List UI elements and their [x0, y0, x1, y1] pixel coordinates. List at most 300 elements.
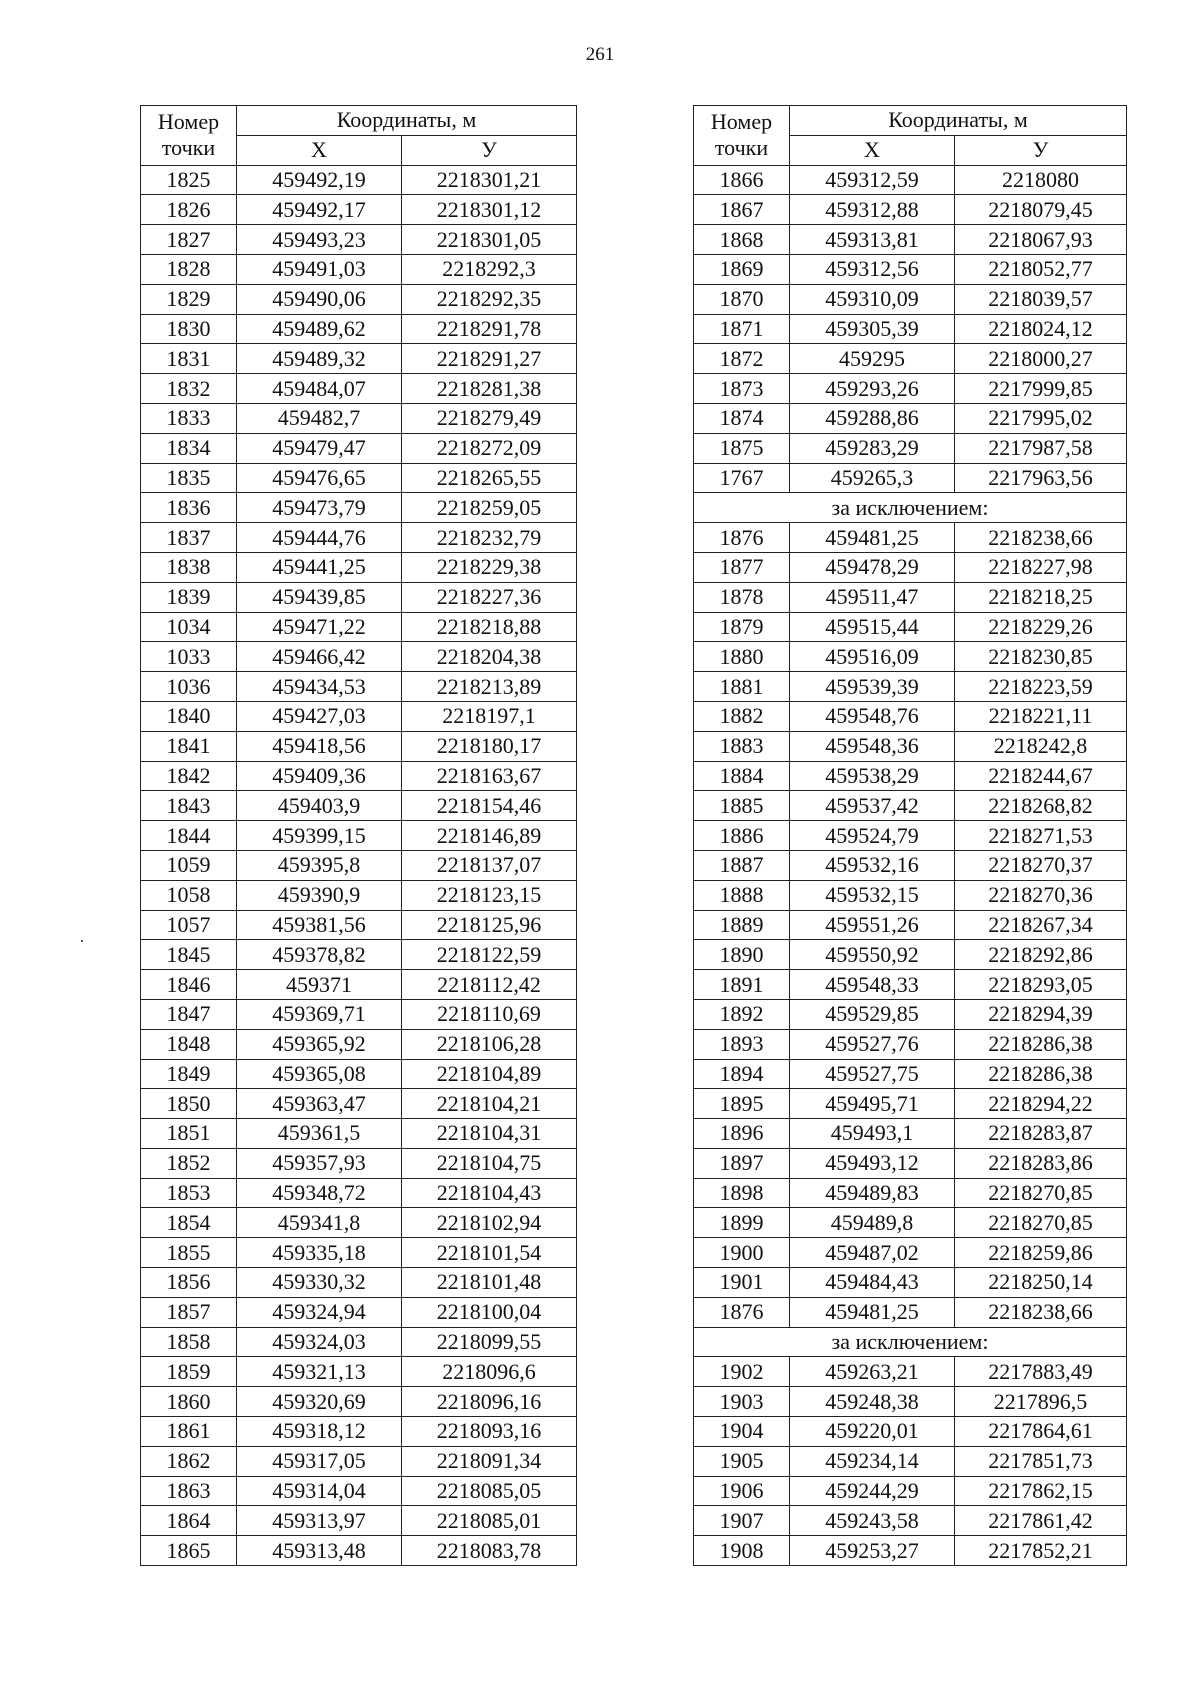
y-coordinate-cell: 2218079,45 [955, 195, 1127, 225]
table-row [694, 1476, 1127, 1506]
table-row [694, 1238, 1127, 1268]
x-coordinate-cell: 459427,03 [237, 701, 402, 731]
point-number-cell: 1896 [694, 1119, 790, 1149]
y-coordinate-cell: 2218292,35 [402, 284, 577, 314]
point-number-header [694, 106, 790, 166]
table-row [694, 1089, 1127, 1119]
x-coordinate-cell: 459493,23 [237, 225, 402, 255]
x-coordinate-cell: 459295 [790, 344, 955, 374]
coordinates-header: Координаты, м [790, 106, 1127, 136]
point-number-cell: 1879 [694, 612, 790, 642]
table-row [694, 672, 1127, 702]
point-number-cell: 1841 [141, 731, 237, 761]
table-row [141, 582, 577, 612]
table-row [141, 1357, 577, 1387]
table-row [694, 999, 1127, 1029]
table-row [694, 761, 1127, 791]
point-number-cell: 1830 [141, 314, 237, 344]
y-coordinate-cell: 2218292,3 [402, 254, 577, 284]
table-row [141, 1387, 577, 1417]
y-coordinate-cell: 2218083,78 [402, 1536, 577, 1566]
y-coordinate-cell: 2218270,37 [955, 850, 1127, 880]
table-row [141, 403, 577, 433]
point-number-cell: 1835 [141, 463, 237, 493]
table-row [694, 225, 1127, 255]
table-row [141, 1119, 577, 1149]
point-number-cell: 1860 [141, 1387, 237, 1417]
x-coordinate-cell: 459310,09 [790, 284, 955, 314]
x-coordinate-cell: 459365,92 [237, 1029, 402, 1059]
point-number-cell: 1852 [141, 1148, 237, 1178]
y-coordinate-cell: 2217861,42 [955, 1506, 1127, 1536]
coordinates-table-left-body [141, 165, 577, 1565]
point-number-cell: 1059 [141, 850, 237, 880]
point-number-cell: 1870 [694, 284, 790, 314]
point-number-cell: 1904 [694, 1417, 790, 1447]
point-number-cell: 1885 [694, 791, 790, 821]
x-coordinate-cell: 459516,09 [790, 642, 955, 672]
point-number-cell: 1886 [694, 821, 790, 851]
point-number-cell: 1868 [694, 225, 790, 255]
table-row [694, 165, 1127, 195]
x-coordinate-cell: 459439,85 [237, 582, 402, 612]
y-coordinate-cell: 2218279,49 [402, 403, 577, 433]
point-number-cell: 1034 [141, 612, 237, 642]
y-coordinate-cell: 2218267,34 [955, 910, 1127, 940]
x-coordinate-cell: 459312,59 [790, 165, 955, 195]
table-row [141, 1029, 577, 1059]
y-coordinate-cell: 2218271,53 [955, 821, 1127, 851]
table-row [694, 284, 1127, 314]
y-coordinate-cell: 2218100,04 [402, 1297, 577, 1327]
x-coordinate-cell: 459495,71 [790, 1089, 955, 1119]
y-coordinate-cell: 2218291,27 [402, 344, 577, 374]
x-coordinate-cell: 459293,26 [790, 374, 955, 404]
y-coordinate-cell: 2218227,36 [402, 582, 577, 612]
x-coordinate-cell: 459399,15 [237, 821, 402, 851]
x-coordinate-cell: 459539,39 [790, 672, 955, 702]
y-coordinate-cell: 2218242,8 [955, 731, 1127, 761]
point-number-cell: 1845 [141, 940, 237, 970]
table-row [141, 433, 577, 463]
y-coordinate-cell: 2218218,25 [955, 582, 1127, 612]
x-coordinate-cell: 459390,9 [237, 880, 402, 910]
table-row [141, 999, 577, 1029]
table-row [694, 1059, 1127, 1089]
x-coordinate-cell: 459335,18 [237, 1238, 402, 1268]
point-number-cell: 1898 [694, 1178, 790, 1208]
point-number-cell: 1825 [141, 165, 237, 195]
table-row [141, 701, 577, 731]
y-coordinate-cell: 2218244,67 [955, 761, 1127, 791]
y-coordinate-cell: 2217896,5 [955, 1387, 1127, 1417]
y-coordinate-cell: 2217852,21 [955, 1536, 1127, 1566]
table-row [694, 850, 1127, 880]
point-number-cell: 1874 [694, 403, 790, 433]
y-coordinate-cell: 2218104,75 [402, 1148, 577, 1178]
point-number-cell: 1905 [694, 1446, 790, 1476]
point-number-cell: 1828 [141, 254, 237, 284]
table-row [694, 791, 1127, 821]
y-coordinate-cell: 2218270,85 [955, 1178, 1127, 1208]
y-coordinate-cell: 2218301,21 [402, 165, 577, 195]
x-coordinate-cell: 459244,29 [790, 1476, 955, 1506]
y-coordinate-cell: 2217851,73 [955, 1446, 1127, 1476]
y-coordinate-cell: 2218039,57 [955, 284, 1127, 314]
table-row [694, 1506, 1127, 1536]
y-coordinate-cell: 2218268,82 [955, 791, 1127, 821]
table-row [694, 254, 1127, 284]
table-row [141, 1178, 577, 1208]
x-coordinate-cell: 459473,79 [237, 493, 402, 523]
point-number-cell: 1865 [141, 1536, 237, 1566]
coordinates-table-right-body [694, 165, 1127, 1565]
x-coordinate-cell: 459253,27 [790, 1536, 955, 1566]
point-number-cell: 1878 [694, 582, 790, 612]
x-coordinate-cell: 459479,47 [237, 433, 402, 463]
x-coordinate-cell: 459548,36 [790, 731, 955, 761]
x-coordinate-cell: 459403,9 [237, 791, 402, 821]
table-row [694, 344, 1127, 374]
table-row [141, 1506, 577, 1536]
x-coordinate-cell: 459471,22 [237, 612, 402, 642]
y-coordinate-cell: 2218294,22 [955, 1089, 1127, 1119]
y-coordinate-cell: 2218232,79 [402, 523, 577, 553]
table-row [694, 731, 1127, 761]
y-coordinate-cell: 2218104,21 [402, 1089, 577, 1119]
table-row [141, 612, 577, 642]
table-row [141, 642, 577, 672]
x-coordinate-cell: 459341,8 [237, 1208, 402, 1238]
point-number-cell: 1866 [694, 165, 790, 195]
x-coordinate-cell: 459313,81 [790, 225, 955, 255]
x-coordinate-cell: 459466,42 [237, 642, 402, 672]
point-number-cell: 1893 [694, 1029, 790, 1059]
x-coordinate-cell: 459515,44 [790, 612, 955, 642]
point-number-cell: 1900 [694, 1238, 790, 1268]
table-row [694, 582, 1127, 612]
x-header: X [237, 135, 402, 165]
x-coordinate-cell: 459527,76 [790, 1029, 955, 1059]
table-row [141, 761, 577, 791]
point-number-cell: 1851 [141, 1119, 237, 1149]
y-coordinate-cell: 2218101,48 [402, 1268, 577, 1298]
table-row [694, 1357, 1127, 1387]
point-number-cell: 1826 [141, 195, 237, 225]
y-coordinate-cell: 2218229,38 [402, 552, 577, 582]
y-coordinate-cell: 2217883,49 [955, 1357, 1127, 1387]
coordinates-table-left [140, 105, 577, 1566]
point-number-cell: 1871 [694, 314, 790, 344]
table-row [694, 910, 1127, 940]
y-coordinate-cell: 2218230,85 [955, 642, 1127, 672]
table-row [694, 1387, 1127, 1417]
point-number-cell: 1873 [694, 374, 790, 404]
y-coordinate-cell: 2218259,05 [402, 493, 577, 523]
table-row [141, 672, 577, 702]
table-row [141, 791, 577, 821]
y-coordinate-cell: 2218104,43 [402, 1178, 577, 1208]
y-coordinate-cell: 2218085,01 [402, 1506, 577, 1536]
point-number-cell: 1901 [694, 1268, 790, 1298]
x-coordinate-cell: 459363,47 [237, 1089, 402, 1119]
table-row [694, 1297, 1127, 1327]
x-coordinate-cell: 459532,15 [790, 880, 955, 910]
x-coordinate-cell: 459409,36 [237, 761, 402, 791]
table-row [694, 880, 1127, 910]
y-coordinate-cell: 2218218,88 [402, 612, 577, 642]
table-row [141, 940, 577, 970]
table-row [694, 403, 1127, 433]
x-coordinate-cell: 459312,56 [790, 254, 955, 284]
y-coordinate-cell: 2218093,16 [402, 1417, 577, 1447]
table-row [141, 523, 577, 553]
x-coordinate-cell: 459321,13 [237, 1357, 402, 1387]
point-number-cell: 1843 [141, 791, 237, 821]
point-number-cell: 1907 [694, 1506, 790, 1536]
point-number-header-label: Номер точки [157, 108, 220, 161]
y-coordinate-cell: 2218096,16 [402, 1387, 577, 1417]
y-coordinate-cell: 2218227,98 [955, 552, 1127, 582]
x-coordinate-cell: 459248,38 [790, 1387, 955, 1417]
point-number-header-label: Номер точки [710, 108, 773, 161]
table-row [141, 254, 577, 284]
x-coordinate-cell: 459313,97 [237, 1506, 402, 1536]
x-coordinate-cell: 459220,01 [790, 1417, 955, 1447]
y-coordinate-cell: 2218123,15 [402, 880, 577, 910]
y-coordinate-cell: 2218154,46 [402, 791, 577, 821]
table-row [141, 1327, 577, 1357]
table-row [694, 552, 1127, 582]
x-coordinate-cell: 459357,93 [237, 1148, 402, 1178]
x-coordinate-cell: 459492,19 [237, 165, 402, 195]
x-coordinate-cell: 459489,32 [237, 344, 402, 374]
y-coordinate-cell: 2218229,26 [955, 612, 1127, 642]
y-coordinate-cell: 2218067,93 [955, 225, 1127, 255]
table-row [141, 1536, 577, 1566]
x-coordinate-cell: 459550,92 [790, 940, 955, 970]
point-number-cell: 1880 [694, 642, 790, 672]
y-header: У [402, 135, 577, 165]
y-coordinate-cell: 2218223,59 [955, 672, 1127, 702]
y-coordinate-cell: 2218110,69 [402, 999, 577, 1029]
y-coordinate-cell: 2218281,38 [402, 374, 577, 404]
point-number-cell: 1839 [141, 582, 237, 612]
table-row [694, 374, 1127, 404]
y-coordinate-cell: 2218301,12 [402, 195, 577, 225]
y-coordinate-cell: 2218052,77 [955, 254, 1127, 284]
x-coordinate-cell: 459313,48 [237, 1536, 402, 1566]
x-coordinate-cell: 459476,65 [237, 463, 402, 493]
y-coordinate-cell: 2218213,89 [402, 672, 577, 702]
exclusion-row [694, 493, 1127, 523]
y-coordinate-cell: 2218301,05 [402, 225, 577, 255]
table-row [141, 314, 577, 344]
x-coordinate-cell: 459361,5 [237, 1119, 402, 1149]
point-number-cell: 1831 [141, 344, 237, 374]
x-coordinate-cell: 459444,76 [237, 523, 402, 553]
point-number-cell: 1033 [141, 642, 237, 672]
point-number-cell: 1902 [694, 1357, 790, 1387]
point-number-cell: 1882 [694, 701, 790, 731]
table-row [141, 165, 577, 195]
table-row [694, 1208, 1127, 1238]
y-coordinate-cell: 2218024,12 [955, 314, 1127, 344]
x-coordinate-cell: 459243,58 [790, 1506, 955, 1536]
point-number-cell: 1903 [694, 1387, 790, 1417]
table-row [694, 642, 1127, 672]
point-number-cell: 1832 [141, 374, 237, 404]
x-coordinate-cell: 459489,62 [237, 314, 402, 344]
x-coordinate-cell: 459532,16 [790, 850, 955, 880]
y-coordinate-cell: 2218265,55 [402, 463, 577, 493]
x-coordinate-cell: 459324,94 [237, 1297, 402, 1327]
point-number-cell: 1892 [694, 999, 790, 1029]
x-coordinate-cell: 459305,39 [790, 314, 955, 344]
x-coordinate-cell: 459478,29 [790, 552, 955, 582]
y-coordinate-cell: 2217862,15 [955, 1476, 1127, 1506]
table-row [141, 225, 577, 255]
point-number-cell: 1883 [694, 731, 790, 761]
point-number-cell: 1844 [141, 821, 237, 851]
point-number-cell: 1894 [694, 1059, 790, 1089]
y-coordinate-cell: 2218283,87 [955, 1119, 1127, 1149]
table-row [141, 1059, 577, 1089]
x-coordinate-cell: 459234,14 [790, 1446, 955, 1476]
x-coordinate-cell: 459493,1 [790, 1119, 955, 1149]
point-number-cell: 1890 [694, 940, 790, 970]
point-number-cell: 1858 [141, 1327, 237, 1357]
x-coordinate-cell: 459548,76 [790, 701, 955, 731]
y-coordinate-cell: 2218286,38 [955, 1029, 1127, 1059]
point-number-cell: 1862 [141, 1446, 237, 1476]
y-coordinate-cell: 2218122,59 [402, 940, 577, 970]
x-coordinate-cell: 459263,21 [790, 1357, 955, 1387]
x-coordinate-cell: 459491,03 [237, 254, 402, 284]
y-coordinate-cell: 2218091,34 [402, 1446, 577, 1476]
y-coordinate-cell: 2218104,31 [402, 1119, 577, 1149]
y-coordinate-cell: 2218238,66 [955, 523, 1127, 553]
point-number-cell: 1881 [694, 672, 790, 702]
x-coordinate-cell: 459283,29 [790, 433, 955, 463]
y-coordinate-cell: 2217987,58 [955, 433, 1127, 463]
point-number-cell: 1861 [141, 1417, 237, 1447]
point-number-cell: 1837 [141, 523, 237, 553]
point-number-cell: 1855 [141, 1238, 237, 1268]
table-row [141, 1268, 577, 1298]
exclusion-note: за исключением: [694, 493, 1127, 523]
x-coordinate-cell: 459487,02 [790, 1238, 955, 1268]
x-coordinate-cell: 459481,25 [790, 1297, 955, 1327]
x-coordinate-cell: 459265,3 [790, 463, 955, 493]
x-coordinate-cell: 459381,56 [237, 910, 402, 940]
y-coordinate-cell: 2217963,56 [955, 463, 1127, 493]
y-coordinate-cell: 2218125,96 [402, 910, 577, 940]
table-row [694, 463, 1127, 493]
point-number-cell: 1877 [694, 552, 790, 582]
table-row [141, 850, 577, 880]
y-coordinate-cell: 2218137,07 [402, 850, 577, 880]
point-number-cell: 1906 [694, 1476, 790, 1506]
point-number-cell: 1891 [694, 970, 790, 1000]
y-coordinate-cell: 2218101,54 [402, 1238, 577, 1268]
x-coordinate-cell: 459524,79 [790, 821, 955, 851]
point-number-cell: 1854 [141, 1208, 237, 1238]
table-row [694, 523, 1127, 553]
point-number-cell: 1842 [141, 761, 237, 791]
x-coordinate-cell: 459551,26 [790, 910, 955, 940]
y-header: У [955, 135, 1127, 165]
x-coordinate-cell: 459482,7 [237, 403, 402, 433]
x-coordinate-cell: 459527,75 [790, 1059, 955, 1089]
table-row [141, 731, 577, 761]
table-row [141, 1446, 577, 1476]
table-row [694, 314, 1127, 344]
point-number-cell: 1899 [694, 1208, 790, 1238]
y-coordinate-cell: 2218099,55 [402, 1327, 577, 1357]
page-number: 261 [585, 44, 615, 65]
table-row [141, 195, 577, 225]
x-coordinate-cell: 459314,04 [237, 1476, 402, 1506]
table-row [141, 1089, 577, 1119]
y-coordinate-cell: 2218204,38 [402, 642, 577, 672]
table-row [694, 195, 1127, 225]
y-coordinate-cell: 2218106,28 [402, 1029, 577, 1059]
point-number-cell: 1850 [141, 1089, 237, 1119]
table-row [141, 284, 577, 314]
x-coordinate-cell: 459371 [237, 970, 402, 1000]
point-number-cell: 1895 [694, 1089, 790, 1119]
x-coordinate-cell: 459511,47 [790, 582, 955, 612]
point-number-cell: 1846 [141, 970, 237, 1000]
x-coordinate-cell: 459492,17 [237, 195, 402, 225]
point-number-header [141, 106, 237, 166]
x-coordinate-cell: 459441,25 [237, 552, 402, 582]
table-row [694, 433, 1127, 463]
point-number-cell: 1853 [141, 1178, 237, 1208]
table-row [694, 1178, 1127, 1208]
point-number-cell: 1888 [694, 880, 790, 910]
point-number-cell: 1856 [141, 1268, 237, 1298]
x-coordinate-cell: 459529,85 [790, 999, 955, 1029]
point-number-cell: 1859 [141, 1357, 237, 1387]
x-coordinate-cell: 459493,12 [790, 1148, 955, 1178]
exclusion-row [694, 1327, 1127, 1357]
y-coordinate-cell: 2218293,05 [955, 970, 1127, 1000]
y-coordinate-cell: 2217995,02 [955, 403, 1127, 433]
table-row [694, 1119, 1127, 1149]
y-coordinate-cell: 2218096,6 [402, 1357, 577, 1387]
y-coordinate-cell: 2218286,38 [955, 1059, 1127, 1089]
point-number-cell: 1827 [141, 225, 237, 255]
table-row [141, 493, 577, 523]
point-number-cell: 1829 [141, 284, 237, 314]
table-row [694, 1148, 1127, 1178]
table-row [694, 970, 1127, 1000]
table-row [694, 701, 1127, 731]
y-coordinate-cell: 2218146,89 [402, 821, 577, 851]
x-coordinate-cell: 459481,25 [790, 523, 955, 553]
point-number-cell: 1849 [141, 1059, 237, 1089]
x-coordinate-cell: 459418,56 [237, 731, 402, 761]
point-number-cell: 1908 [694, 1536, 790, 1566]
y-coordinate-cell: 2217999,85 [955, 374, 1127, 404]
point-number-cell: 1058 [141, 880, 237, 910]
x-coordinate-cell: 459378,82 [237, 940, 402, 970]
table-row [141, 880, 577, 910]
y-coordinate-cell: 2218259,86 [955, 1238, 1127, 1268]
scan-speck [81, 940, 83, 942]
